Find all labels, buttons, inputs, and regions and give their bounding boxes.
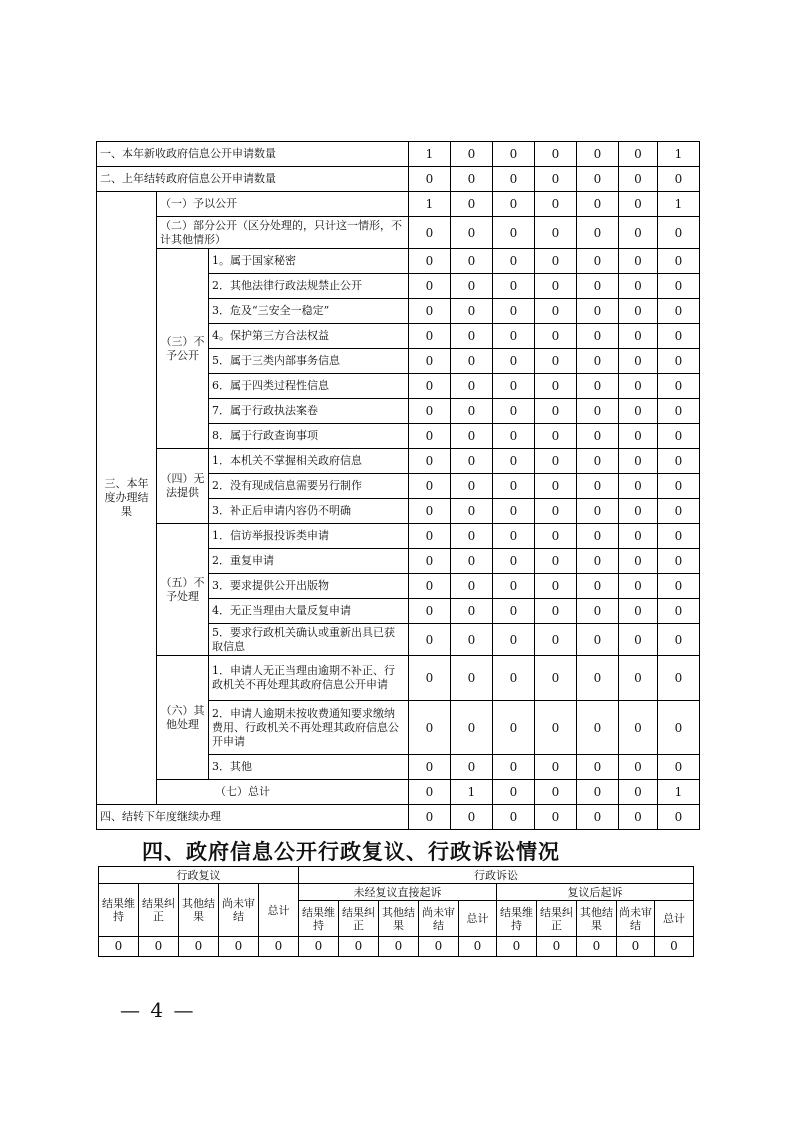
- value-cell: 0: [493, 274, 535, 299]
- value-cell: 0: [655, 937, 694, 957]
- table-row: [97, 192, 700, 217]
- value-cell: 0: [619, 780, 658, 805]
- row-label: 2．重复申请: [209, 549, 409, 574]
- value-cell: 1: [658, 142, 700, 167]
- value-cell: 0: [658, 167, 700, 192]
- value-cell: 1: [658, 192, 700, 217]
- value-cell: 0: [451, 217, 493, 249]
- value-cell: 0: [658, 524, 700, 549]
- value-cell: 0: [619, 499, 658, 524]
- value-cell: 0: [493, 192, 535, 217]
- value-cell: 0: [339, 937, 379, 957]
- value-cell: 0: [409, 805, 451, 830]
- value-cell: 0: [409, 755, 451, 780]
- value-cell: 0: [409, 374, 451, 399]
- value-cell: 0: [537, 937, 577, 957]
- value-cell: 0: [658, 374, 700, 399]
- value-cell: 0: [493, 624, 535, 656]
- value-cell: 1: [409, 142, 451, 167]
- row-label: 3．其他: [209, 755, 409, 780]
- value-cell: 0: [577, 599, 619, 624]
- value-cell: 0: [419, 937, 459, 957]
- value-cell: 0: [619, 755, 658, 780]
- value-cell: 0: [577, 249, 619, 274]
- value-cell: 0: [577, 324, 619, 349]
- value-cell: 0: [497, 937, 537, 957]
- value-cell: 0: [451, 449, 493, 474]
- value-cell: 0: [658, 574, 700, 599]
- value-cell: 0: [451, 624, 493, 656]
- row-label: 4．无正当理由大量反复申请: [209, 599, 409, 624]
- row-label: 3．危及“三安全一稳定”: [209, 299, 409, 324]
- value-cell: 0: [409, 624, 451, 656]
- table-row: [97, 780, 700, 805]
- value-cell: 0: [577, 937, 617, 957]
- value-cell: 0: [535, 474, 577, 499]
- value-cell: 0: [619, 399, 658, 424]
- value-cell: 0: [451, 399, 493, 424]
- value-cell: 0: [451, 805, 493, 830]
- row-label: 四、结转下年度继续办理: [97, 805, 409, 830]
- after-col-header: 其他结果: [577, 901, 617, 937]
- value-cell: 0: [577, 217, 619, 249]
- value-cell: 0: [409, 324, 451, 349]
- value-cell: 0: [379, 937, 419, 957]
- value-cell: 0: [451, 324, 493, 349]
- value-cell: 0: [493, 574, 535, 599]
- section-title: 四、政府信息公开行政复议、行政诉讼情况: [142, 839, 560, 864]
- value-cell: 0: [619, 624, 658, 656]
- value-cell: 0: [658, 755, 700, 780]
- value-cell: 0: [619, 599, 658, 624]
- value-cell: 0: [299, 937, 339, 957]
- value-cell: 0: [409, 599, 451, 624]
- table-row: [97, 167, 700, 192]
- table-row: [97, 249, 700, 274]
- value-cell: 0: [577, 374, 619, 399]
- value-cell: 0: [535, 701, 577, 755]
- row-label: 2．申请人逾期未按收费通知要求缴纳费用、行政机关不再处理其政府信息公开申请: [209, 701, 409, 755]
- value-cell: 0: [658, 324, 700, 349]
- value-cell: 0: [451, 299, 493, 324]
- value-cell: 0: [535, 192, 577, 217]
- row-label: 二、上年结转政府信息公开申请数量: [97, 167, 409, 192]
- row-label: （七）总计: [157, 780, 409, 805]
- direct-col-header: 结果维持: [299, 901, 339, 937]
- value-cell: 0: [493, 249, 535, 274]
- value-cell: 0: [577, 142, 619, 167]
- value-cell: 0: [577, 701, 619, 755]
- section-3-label: 三、本年度办理结果: [97, 192, 157, 805]
- value-cell: 0: [409, 167, 451, 192]
- value-cell: 1: [658, 780, 700, 805]
- value-cell: 0: [493, 349, 535, 374]
- value-cell: 0: [493, 424, 535, 449]
- value-cell: 0: [658, 599, 700, 624]
- value-cell: 0: [451, 499, 493, 524]
- value-cell: 1: [409, 192, 451, 217]
- value-cell: 0: [409, 299, 451, 324]
- value-cell: 0: [535, 424, 577, 449]
- admin-litigation-header: 行政诉讼: [299, 867, 694, 884]
- application-stats-table: [96, 141, 700, 830]
- value-cell: 0: [493, 142, 535, 167]
- row-label: 1．信访举报投诉类申请: [209, 524, 409, 549]
- value-cell: 0: [493, 299, 535, 324]
- review-litigation-table: [98, 866, 694, 957]
- value-cell: 0: [619, 524, 658, 549]
- value-cell: 0: [577, 349, 619, 374]
- value-cell: 0: [535, 142, 577, 167]
- value-cell: 0: [535, 249, 577, 274]
- value-cell: 0: [658, 274, 700, 299]
- value-cell: 0: [577, 192, 619, 217]
- value-cell: 0: [619, 374, 658, 399]
- value-cell: 0: [619, 249, 658, 274]
- value-cell: 0: [658, 449, 700, 474]
- value-cell: 0: [577, 299, 619, 324]
- after-col-header: 结果维持: [497, 901, 537, 937]
- value-cell: 0: [577, 624, 619, 656]
- value-cell: 0: [577, 167, 619, 192]
- value-cell: 0: [535, 349, 577, 374]
- row-label: 3．要求提供公开出版物: [209, 574, 409, 599]
- value-cell: 0: [409, 399, 451, 424]
- value-cell: 0: [409, 499, 451, 524]
- row-label: 5．属于三类内部事务信息: [209, 349, 409, 374]
- value-cell: 0: [619, 192, 658, 217]
- value-cell: 0: [619, 349, 658, 374]
- group-label: （四）无法提供: [157, 449, 209, 524]
- value-cell: 0: [658, 249, 700, 274]
- value-cell: 0: [451, 249, 493, 274]
- value-cell: 0: [493, 524, 535, 549]
- row-label: 1．本机关不掌握相关政府信息: [209, 449, 409, 474]
- table-row: [97, 805, 700, 830]
- value-cell: 0: [139, 937, 179, 957]
- value-cell: 0: [259, 937, 299, 957]
- direct-col-header: 其他结果: [379, 901, 419, 937]
- after-review-suit-header: 复议后起诉: [497, 884, 694, 901]
- value-cell: 0: [179, 937, 219, 957]
- value-cell: 0: [658, 474, 700, 499]
- value-cell: 0: [535, 549, 577, 574]
- value-cell: 0: [535, 574, 577, 599]
- value-cell: 0: [658, 499, 700, 524]
- value-cell: 0: [535, 780, 577, 805]
- value-cell: 0: [658, 424, 700, 449]
- value-cell: 0: [619, 805, 658, 830]
- value-cell: 0: [577, 755, 619, 780]
- value-cell: 0: [619, 167, 658, 192]
- value-cell: 0: [577, 399, 619, 424]
- value-cell: 0: [409, 424, 451, 449]
- value-cell: 0: [451, 374, 493, 399]
- value-cell: 0: [658, 349, 700, 374]
- value-cell: 0: [493, 755, 535, 780]
- value-cell: 0: [535, 399, 577, 424]
- row-label: 4。保护第三方合法权益: [209, 324, 409, 349]
- value-cell: 0: [535, 449, 577, 474]
- value-cell: 0: [219, 937, 259, 957]
- value-cell: 0: [409, 449, 451, 474]
- value-cell: 0: [658, 549, 700, 574]
- value-cell: 0: [535, 299, 577, 324]
- value-cell: 0: [619, 424, 658, 449]
- value-cell: 0: [451, 167, 493, 192]
- row-label: 一、本年新收政府信息公开申请数量: [97, 142, 409, 167]
- value-cell: 0: [658, 805, 700, 830]
- value-cell: 0: [619, 324, 658, 349]
- value-cell: 0: [451, 142, 493, 167]
- value-cell: 0: [577, 474, 619, 499]
- value-cell: 0: [535, 755, 577, 780]
- page-number: — 4 —: [120, 998, 196, 1022]
- value-cell: 0: [409, 701, 451, 755]
- row-label: 3．补正后申请内容仍不明确: [209, 499, 409, 524]
- admin-review-header: 行政复议: [99, 867, 299, 884]
- table-row: [97, 524, 700, 549]
- value-cell: 0: [409, 524, 451, 549]
- value-cell: 0: [658, 399, 700, 424]
- value-cell: 0: [535, 624, 577, 656]
- value-cell: 0: [619, 142, 658, 167]
- value-cell: 0: [451, 349, 493, 374]
- value-cell: 0: [409, 656, 451, 701]
- value-cell: 0: [535, 499, 577, 524]
- table-row: [97, 217, 700, 249]
- value-cell: 0: [409, 274, 451, 299]
- row-label: 8．属于行政查询事项: [209, 424, 409, 449]
- row-label: 5．要求行政机关确认或重新出具已获取信息: [209, 624, 409, 656]
- value-cell: 0: [619, 449, 658, 474]
- value-cell: 0: [658, 624, 700, 656]
- value-cell: 0: [451, 474, 493, 499]
- value-cell: 0: [409, 349, 451, 374]
- value-cell: 0: [535, 524, 577, 549]
- value-cell: 0: [619, 217, 658, 249]
- table-row: [97, 656, 700, 701]
- value-cell: 0: [409, 217, 451, 249]
- value-cell: 0: [451, 701, 493, 755]
- value-cell: 0: [493, 399, 535, 424]
- value-cell: 0: [619, 299, 658, 324]
- row-label: 6．属于四类过程性信息: [209, 374, 409, 399]
- value-cell: 0: [409, 474, 451, 499]
- row-label: 1。属于国家秘密: [209, 249, 409, 274]
- value-cell: 0: [535, 167, 577, 192]
- value-cell: 0: [577, 499, 619, 524]
- value-cell: 0: [577, 780, 619, 805]
- value-cell: 0: [459, 937, 497, 957]
- value-cell: 0: [493, 549, 535, 574]
- value-cell: 0: [409, 574, 451, 599]
- row-label: （一）予以公开: [157, 192, 409, 217]
- review-col-header: 总计: [259, 884, 299, 937]
- value-cell: 0: [577, 524, 619, 549]
- value-cell: 0: [493, 449, 535, 474]
- review-col-header: 尚未审结: [219, 884, 259, 937]
- direct-col-header: 结果纠正: [339, 901, 379, 937]
- value-cell: 0: [619, 274, 658, 299]
- after-col-header: 总计: [655, 901, 694, 937]
- value-cell: 0: [535, 805, 577, 830]
- value-cell: 1: [451, 780, 493, 805]
- value-cell: 0: [535, 217, 577, 249]
- value-cell: 0: [535, 374, 577, 399]
- value-cell: 0: [577, 549, 619, 574]
- row-label: 2．没有现成信息需要另行制作: [209, 474, 409, 499]
- value-cell: 0: [535, 274, 577, 299]
- value-cell: 0: [409, 780, 451, 805]
- direct-col-header: 总计: [459, 901, 497, 937]
- value-cell: 0: [658, 299, 700, 324]
- row-label: 7．属于行政执法案卷: [209, 399, 409, 424]
- value-cell: 0: [619, 474, 658, 499]
- direct-suit-header: 未经复议直接起诉: [299, 884, 497, 901]
- row-label: （二）部分公开（区分处理的，只计这一情形，不计其他情形）: [157, 217, 409, 249]
- value-cell: 0: [577, 424, 619, 449]
- value-cell: 0: [451, 549, 493, 574]
- review-col-header: 结果维持: [99, 884, 139, 937]
- value-cell: 0: [658, 701, 700, 755]
- value-cell: 0: [493, 805, 535, 830]
- value-cell: 0: [451, 599, 493, 624]
- value-cell: 0: [493, 701, 535, 755]
- row-label: 2．其他法律行政法规禁止公开: [209, 274, 409, 299]
- table-row: [97, 449, 700, 474]
- value-cell: 0: [493, 499, 535, 524]
- value-cell: 0: [493, 780, 535, 805]
- value-cell: 0: [577, 449, 619, 474]
- value-cell: 0: [451, 424, 493, 449]
- value-cell: 0: [619, 549, 658, 574]
- value-cell: 0: [577, 656, 619, 701]
- value-cell: 0: [493, 324, 535, 349]
- value-cell: 0: [577, 805, 619, 830]
- review-col-header: 其他结果: [179, 884, 219, 937]
- value-cell: 0: [493, 374, 535, 399]
- value-cell: 0: [493, 599, 535, 624]
- value-cell: 0: [577, 574, 619, 599]
- table-row: [97, 142, 700, 167]
- value-cell: 0: [535, 324, 577, 349]
- row-label: 1．申请人无正当理由逾期不补正、行政机关不再处理其政府信息公开申请: [209, 656, 409, 701]
- value-cell: 0: [451, 755, 493, 780]
- value-cell: 0: [617, 937, 655, 957]
- after-col-header: 结果纠正: [537, 901, 577, 937]
- value-cell: 0: [451, 274, 493, 299]
- group-label: （六）其他处理: [157, 656, 209, 780]
- group-label: （五）不予处理: [157, 524, 209, 656]
- direct-col-header: 尚未审结: [419, 901, 459, 937]
- value-cell: 0: [451, 192, 493, 217]
- value-cell: 0: [658, 656, 700, 701]
- value-cell: 0: [409, 249, 451, 274]
- value-cell: 0: [619, 656, 658, 701]
- value-cell: 0: [577, 274, 619, 299]
- group-label: （三）不予公开: [157, 249, 209, 449]
- value-cell: 0: [493, 167, 535, 192]
- value-cell: 0: [493, 656, 535, 701]
- value-cell: 0: [451, 574, 493, 599]
- value-cell: 0: [658, 217, 700, 249]
- value-cell: 0: [451, 524, 493, 549]
- value-cell: 0: [619, 701, 658, 755]
- value-cell: 0: [409, 549, 451, 574]
- value-cell: 0: [451, 656, 493, 701]
- value-cell: 0: [535, 599, 577, 624]
- value-cell: 0: [493, 217, 535, 249]
- after-col-header: 尚未审结: [617, 901, 655, 937]
- review-col-header: 结果纠正: [139, 884, 179, 937]
- value-cell: 0: [535, 656, 577, 701]
- value-cell: 0: [493, 474, 535, 499]
- value-cell: 0: [99, 937, 139, 957]
- value-cell: 0: [619, 574, 658, 599]
